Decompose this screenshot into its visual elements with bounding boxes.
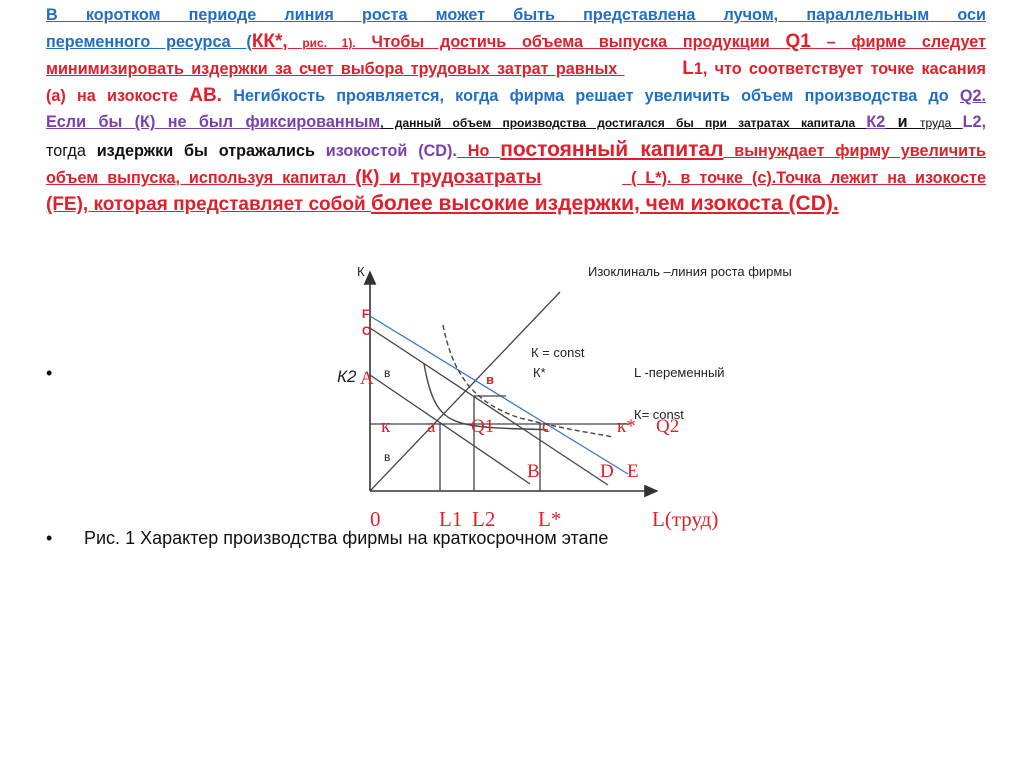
text-fragment: (FE), которая представляет собой (46, 194, 371, 216)
text-fragment: Чтобы достичь объема выпуска продукции (355, 32, 786, 51)
text-fragment: (К) и трудозатраты (355, 166, 542, 188)
text-fragment: L (682, 58, 694, 80)
text-fragment: Негибкость проявляется, когда фирма решает увеличить объем производства до (221, 86, 960, 105)
label-point-a: a (427, 416, 436, 437)
text-fragment: АВ. (189, 84, 222, 106)
diagram-title: Изоклиналь –линия роста фирмы (588, 264, 792, 279)
isocost-ab (370, 375, 530, 484)
label-e: E (627, 461, 639, 482)
text-fragment: К2 (866, 113, 886, 132)
text-fragment: Если бы (К) не был фиксированным (46, 113, 381, 132)
label-l-axis: L(труд) (652, 507, 719, 531)
text-fragment: изокостой (CD). (325, 141, 457, 160)
text-fragment: L2 (962, 113, 982, 132)
label-b: B (527, 461, 540, 482)
label-a-upper: A (360, 368, 374, 389)
figure-caption: Рис. 1 Характер производства фирмы на краткосрочном этапе (84, 528, 609, 548)
label-l2: L2 (472, 507, 496, 531)
text-fragment: за счет выбора трудовых затрат равных (267, 60, 625, 79)
bullet-marker: • (46, 528, 53, 548)
label-q2: Q2 (656, 416, 680, 437)
label-v-upper: в (384, 366, 391, 380)
label-v-blue: в (486, 372, 494, 387)
label-k-const-2: К= const (634, 407, 684, 422)
label-f: F (362, 307, 370, 321)
text-fragment: ( L*). в точке (с). (622, 168, 777, 187)
label-k2: К2 (337, 367, 357, 386)
text-fragment: труда (920, 116, 963, 131)
text-fragment: тогда (46, 141, 97, 160)
text-fragment: Точка лежит на изокосте (776, 168, 986, 187)
label-k-left: к (381, 416, 391, 437)
isoquant-q2 (443, 325, 614, 437)
text-fragment: переменного ресурса ( (46, 32, 252, 51)
k-axis-label: К (357, 264, 365, 279)
bullet-marker: • (46, 363, 53, 383)
text-fragment: , что соответствует точке касания (702, 60, 986, 79)
text-fragment: 1 (693, 60, 703, 79)
text-fragment: Q (959, 86, 973, 105)
text-fragment: более высокие издержки, чем изокоста (CD). (370, 192, 839, 216)
text-fragment: , (981, 113, 986, 132)
text-fragment: Q1 (785, 30, 811, 52)
text-fragment: издержки бы отражались (96, 141, 326, 160)
text-fragment: минимизировать издержки (46, 60, 268, 79)
text-fragment: объем выпуска, используя капитал (46, 168, 356, 187)
label-k-star: к* (617, 416, 636, 437)
label-origin: 0 (370, 507, 381, 531)
label-point-c: c (542, 416, 551, 437)
label-l-variable: L -переменный (634, 365, 725, 380)
text-fragment: и (885, 113, 921, 132)
text-fragment: КК*, (251, 30, 288, 52)
label-v-lower: в (384, 450, 391, 464)
text-fragment: , данный объем производства достигался бы при затратах капитала (380, 116, 867, 131)
text-fragment: В коротком периоде линия роста может быть представлена лучом, параллельным оси (46, 6, 986, 24)
text-fragment: вынуждает фирму увеличить (723, 141, 986, 160)
label-l1: L1 (439, 507, 463, 531)
text-fragment: постоянный капитал (500, 137, 724, 161)
label-k-const: К = const (531, 345, 585, 360)
text-fragment: рис. 1). (287, 35, 356, 50)
text-fragment: – фирме следует (810, 32, 986, 51)
label-k-star-top: К* (533, 365, 546, 380)
text-fragment: 2 (972, 86, 982, 105)
label-q1: Q1 (471, 416, 495, 437)
label-d: D (600, 461, 614, 482)
text-fragment: . (981, 86, 986, 105)
label-lstar: L* (538, 507, 562, 531)
text-fragment: Но (456, 141, 501, 160)
text-fragment: (а) на изокосте (46, 86, 190, 105)
label-c-top: C (362, 324, 371, 338)
